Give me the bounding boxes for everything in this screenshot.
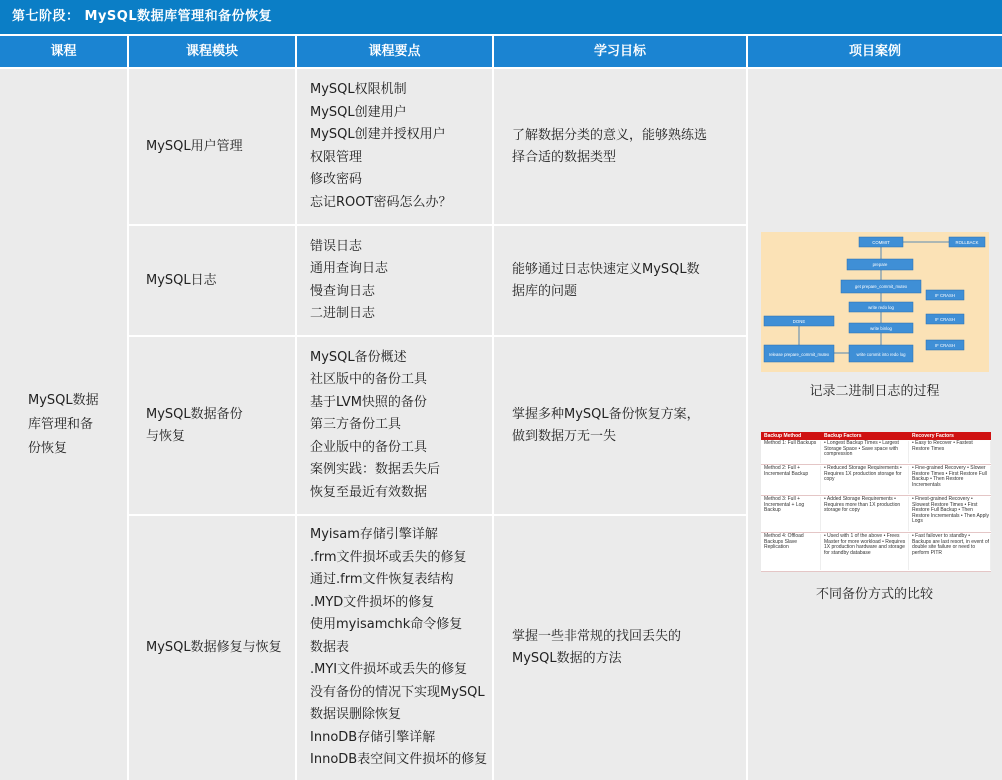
module-goal: 能够通过日志快速定义MySQL数 据库的问题 xyxy=(494,226,746,335)
diagram-label: IF CRASH xyxy=(934,293,956,298)
module-goal: 掌握多种MySQL备份恢复方案， 做到数据万无一失 xyxy=(494,337,746,514)
point-item: MySQL创建并授权用户 xyxy=(310,127,446,142)
module-points xyxy=(297,516,492,780)
diagram-label: release prepare_commit_mutex xyxy=(768,352,830,357)
diagram-label: prepare xyxy=(872,262,888,267)
module-name: MySQL日志 xyxy=(129,226,295,335)
course-cell xyxy=(0,69,127,780)
stage-title: 第七阶段： MySQL数据库管理和备份恢复 xyxy=(0,0,1002,34)
point-item: 案例实践：数据丢失后 xyxy=(310,462,441,478)
case-caption: 记录二进制日志的过程 xyxy=(809,384,940,399)
diagram-label: write redo log xyxy=(868,305,894,310)
point-item: 企业版中的备份工具 xyxy=(310,439,428,455)
point-item: 通过.frm文件恢复表结构 xyxy=(310,572,454,588)
point-item: 慢查询日志 xyxy=(310,283,376,299)
point-item: 使用myisamchk命令修复 xyxy=(310,617,463,633)
table-row: Method 1: Full Backups • Longest Backup Times • Largest Storage Space • Save space with compression • Easy to Recover • Fastest Restore Times xyxy=(761,440,991,465)
point-item: InnoDB存储引擎详解 xyxy=(310,729,436,745)
header-cases: 项目案例 xyxy=(748,36,1002,67)
module-points xyxy=(297,337,492,514)
module-name: MySQL用户管理 xyxy=(129,69,295,224)
diagram-label: DONE xyxy=(792,319,806,324)
point-item: .MYD文件损坏的修复 xyxy=(310,594,435,610)
header-points: 课程要点 xyxy=(297,36,492,67)
point-item: 第三方备份工具 xyxy=(310,417,402,433)
table-row: Method 2: Full + Incremental Backup • Reduced Storage Requirements • Requires 1X production storage for copy • Fine-grained Recovery • Slower Restore Times • First Restore Full Backup • Then Restore Incrementals xyxy=(761,465,991,496)
point-item: MySQL创建用户 xyxy=(310,104,407,120)
module-goal: 掌握一些非常规的找回丢失的 MySQL数据的方法 xyxy=(494,516,746,780)
module-name: MySQL数据修复与恢复 xyxy=(129,516,295,780)
point-item: .frm文件损坏或丢失的修复 xyxy=(310,549,467,565)
diagram-label: IF CRASH xyxy=(934,317,956,322)
point-item: MySQL备份概述 xyxy=(310,349,407,365)
point-item: 数据表 xyxy=(310,639,350,655)
binlog-flow-diagram xyxy=(761,232,989,372)
diagram-label: write commit into redo log xyxy=(856,352,906,357)
case-caption: 不同备份方式的比较 xyxy=(815,587,933,602)
point-item: Myisam存储引擎详解 xyxy=(310,527,438,543)
diagram-label: COMMIT xyxy=(872,240,890,245)
point-item: 修改密码 xyxy=(310,172,363,187)
course-name: MySQL数据 库管理和备 份恢复 xyxy=(28,392,99,456)
point-item: 通用查询日志 xyxy=(310,261,389,276)
diagram-label: get prepare_commit_mutex xyxy=(854,284,908,289)
point-item: 恢复至最近有效数据 xyxy=(310,484,428,500)
diagram-label: ROLLBACK xyxy=(955,240,979,245)
point-item: 二进制日志 xyxy=(310,306,376,321)
table-row: Method 3: Full + Incremental + Log Backup • Added Storage Requirements • Requires more than 1X production storage for copy • Finest-grained Recovery • Slowest Restore Times • First Restore Full Backup • Then Restore Incrementals • Then Apply Logs xyxy=(761,496,991,533)
table-row: Method 4: Offload Backups Slave Replication • Used with 1 of the above • Frees Master for more workload • Requires 1X production hardware and storage for standby database • Fast failover to standby • Backups are last resort, in event of double site failure or need to perform PITR xyxy=(761,533,991,572)
point-item: 忘记ROOT密码怎么办？ xyxy=(310,194,452,210)
point-item: 基于LVM快照的备份 xyxy=(310,394,427,410)
point-item: 权限管理 xyxy=(310,149,363,165)
case-cell xyxy=(748,69,1002,780)
point-item: .MYI文件损坏或丢失的修复 xyxy=(310,662,468,678)
binlog-flow-svg xyxy=(761,232,989,372)
point-item: InnoDB表空间文件损坏的修复 xyxy=(310,752,488,768)
diagram-label: write binlog xyxy=(870,326,892,331)
point-item: 社区版中的备份工具 xyxy=(310,372,428,388)
point-item: 错误日志 xyxy=(310,238,363,254)
module-points xyxy=(297,69,492,224)
module-goal: 了解数据分类的意义，能够熟练选 择合适的数据类型 xyxy=(494,69,746,224)
header-course: 课程 xyxy=(0,36,127,67)
module-name: MySQL数据备份 与恢复 xyxy=(129,337,295,514)
table-header-row: Backup Method Backup Factors Recovery Factors xyxy=(761,432,991,440)
point-item: 数据误删除恢复 xyxy=(310,707,402,723)
header-goals: 学习目标 xyxy=(494,36,746,67)
module-points xyxy=(297,226,492,335)
header-module: 课程模块 xyxy=(129,36,295,67)
diagram-label: IF CRASH xyxy=(934,343,956,348)
point-item: 没有备份的情况下实现MySQL xyxy=(310,684,485,700)
backup-comparison-table xyxy=(761,432,991,572)
point-item: MySQL权限机制 xyxy=(310,82,407,97)
